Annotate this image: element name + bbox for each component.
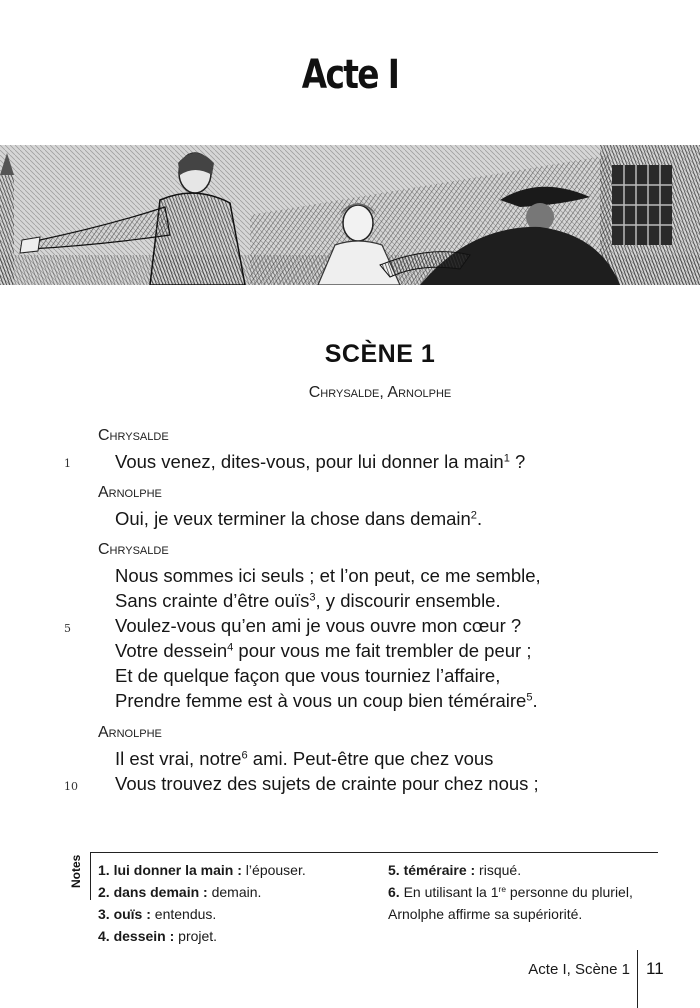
footnote-ref: 3 bbox=[309, 591, 316, 604]
engraving-art bbox=[0, 145, 700, 285]
verse-line: Votre dessein$^4$ pour vous me fait trembler de peur ; bbox=[115, 640, 532, 661]
note-item: 3. ouïs : entendus. bbox=[98, 906, 217, 922]
line-number: 1 bbox=[64, 457, 71, 470]
verse-line: Nous sommes ici seuls ; et l’on peut, ce me semble, bbox=[115, 565, 541, 586]
speaker-name: Chrysalde bbox=[98, 541, 169, 558]
scene-characters: Chrysalde, Arnolphe bbox=[308, 384, 452, 401]
verse-line: Vous trouvez des sujets de crainte pour chez nous ; bbox=[115, 773, 539, 794]
footnote-ref: 5 bbox=[526, 691, 533, 704]
running-head: Acte I, Scène 1 bbox=[528, 961, 630, 978]
act-title: Acte I bbox=[301, 52, 399, 98]
note-item: 1. lui donner la main : l’épouser. bbox=[98, 862, 306, 878]
scene-title: SCÈNE 1 bbox=[324, 340, 436, 368]
speaker-name: Chrysalde bbox=[98, 427, 169, 444]
verse-line: Sans crainte d’être ouïs$^3$, y discourir ensemble. bbox=[115, 590, 501, 611]
note-item: 2. dans demain : demain. bbox=[98, 884, 262, 900]
notes-vertical-rule bbox=[90, 852, 91, 900]
footnote-ref: 1 bbox=[503, 452, 510, 465]
speaker-name: Arnolphe bbox=[98, 724, 162, 741]
footer-divider bbox=[637, 950, 638, 1008]
page-number: 11 bbox=[646, 959, 664, 978]
verse-line: Prendre femme est à vous un coup bien téméraire$^5$. bbox=[115, 690, 538, 711]
footnote-ref: 6 bbox=[241, 749, 248, 762]
verse-line: Il est vrai, notre$^6$ ami. Peut-être que chez vous bbox=[115, 748, 494, 769]
notes-divider bbox=[90, 852, 658, 853]
line-number: 5 bbox=[64, 622, 71, 635]
note-item: 6. En utilisant la 1re personne du pluriel, bbox=[388, 883, 633, 900]
speaker-name: Arnolphe bbox=[98, 484, 162, 501]
verse-line: Et de quelque façon que vous tourniez l’affaire, bbox=[115, 665, 501, 686]
footnote-ref: 4 bbox=[227, 641, 234, 654]
verse-line: Voulez-vous qu’en ami je vous ouvre mon cœur ? bbox=[115, 615, 522, 636]
line-number: 10 bbox=[64, 780, 78, 793]
verse-line: Oui, je veux terminer la chose dans demain$^2$. bbox=[115, 508, 483, 529]
note-item: 4. dessein : projet. bbox=[98, 928, 218, 944]
engraving-illustration bbox=[0, 145, 700, 285]
note-item: Arnolphe affirme sa supériorité. bbox=[388, 906, 583, 922]
note-item: 5. téméraire : risqué. bbox=[388, 862, 522, 878]
footnote-ref: 2 bbox=[470, 509, 477, 522]
verse-line: Vous venez, dites-vous, pour lui donner la main$^1$ ? bbox=[115, 451, 526, 472]
notes-label: Notes bbox=[69, 854, 83, 888]
